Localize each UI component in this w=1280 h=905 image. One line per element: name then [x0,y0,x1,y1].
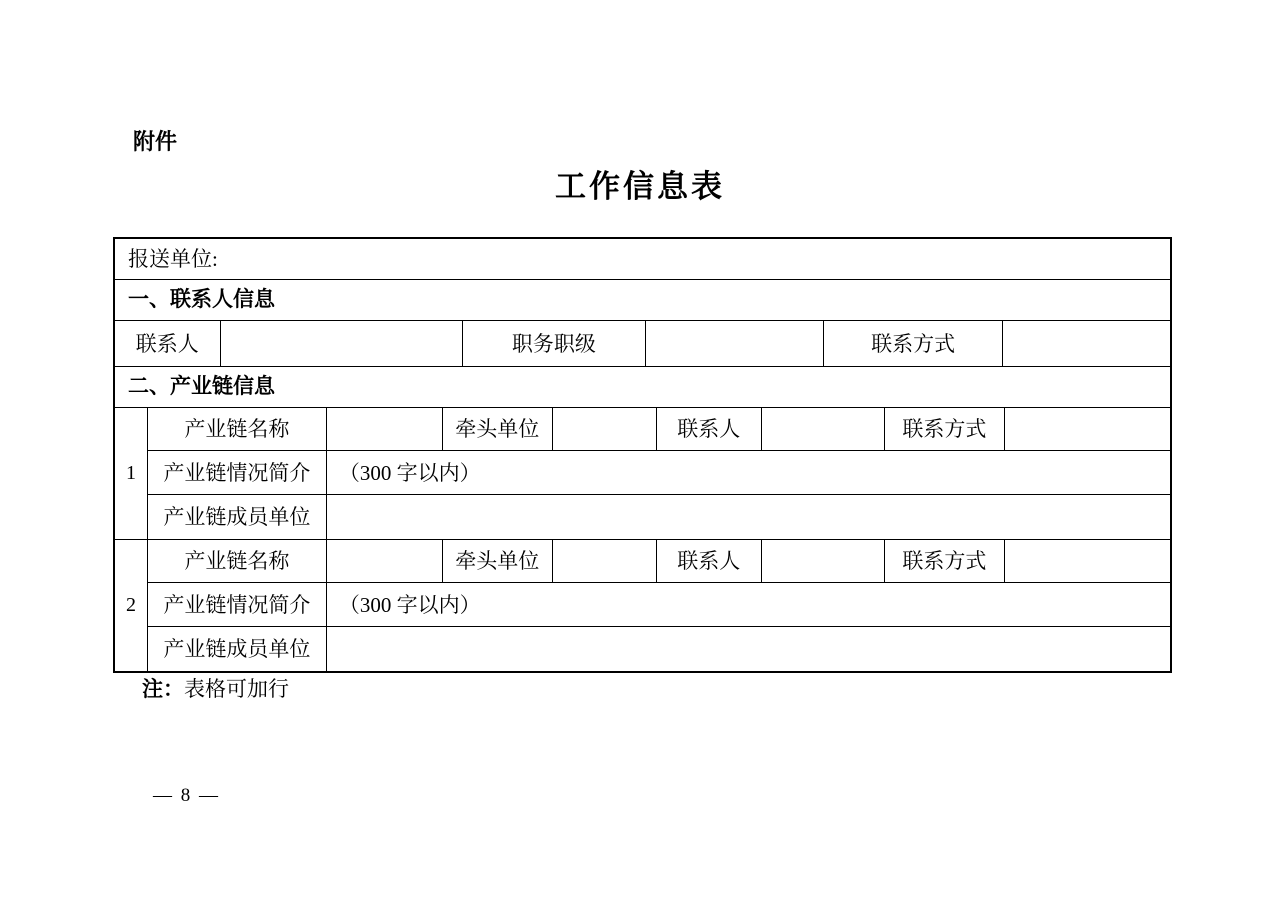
chain-name-value-cell [327,540,443,582]
section-contact-header-row [115,280,1170,321]
attachment-label: 附件 [133,129,178,154]
contact-method-value-cell [1003,321,1170,366]
chain-intro-label: 产业链情况简介 [148,583,327,626]
work-info-table [113,237,1172,673]
lead-unit-value-cell [553,540,657,582]
chain-members-row [148,627,1170,671]
section-chain-header-row [115,367,1170,408]
page-title: 工作信息表 [555,169,725,204]
contact-name-label: 联系人 [115,321,221,366]
lead-unit-value-cell [553,408,657,450]
lead-unit-label: 牵头单位 [443,408,553,450]
chain-name-row [148,408,1170,451]
chain-contact-label: 联系人 [657,540,762,582]
note-prefix: 注： [142,678,184,701]
note-text: 表格可加行 [184,677,289,701]
contact-name-value-cell [221,321,464,366]
chain-contact-label: 联系人 [657,408,762,450]
section1-title: 一、联系人信息 [128,288,275,311]
chain-name-row [148,540,1170,583]
chain-block-2 [115,540,1170,671]
chain-method-value-cell [1005,540,1170,582]
chain-members-label: 产业链成员单位 [148,627,327,671]
reporting-unit-label: 报送单位: [128,247,218,271]
reporting-unit-row [115,239,1170,280]
position-rank-value-cell [646,321,824,366]
chain-members-label: 产业链成员单位 [148,495,327,539]
lead-unit-label: 牵头单位 [443,540,553,582]
contact-info-row [115,321,1170,367]
chain-index: 2 [115,540,148,671]
chain-intro-row [148,451,1170,495]
chain-method-label: 联系方式 [885,408,1005,450]
section2-title: 二、产业链信息 [128,375,275,398]
chain-method-value-cell [1005,408,1170,450]
chain-name-value-cell [327,408,443,450]
chain-members-value-cell [327,495,1170,539]
chain-members-value-cell [327,627,1170,671]
page-number: — 8 — [153,785,220,806]
position-rank-label: 职务职级 [463,321,646,366]
chain-members-row [148,495,1170,539]
chain-contact-value-cell [762,540,885,582]
chain-intro-label: 产业链情况简介 [148,451,327,494]
contact-method-label: 联系方式 [824,321,1003,366]
chain-name-label: 产业链名称 [148,540,327,582]
chain-intro-value-cell: （300 字以内） [338,460,481,485]
chain-intro-value-cell: （300 字以内） [338,592,481,617]
chain-block-1 [115,408,1170,540]
chain-index: 1 [115,408,148,539]
chain-method-label: 联系方式 [885,540,1005,582]
chain-name-label: 产业链名称 [148,408,327,450]
chain-contact-value-cell [762,408,885,450]
chain-intro-row [148,583,1170,627]
table-note [142,677,289,702]
